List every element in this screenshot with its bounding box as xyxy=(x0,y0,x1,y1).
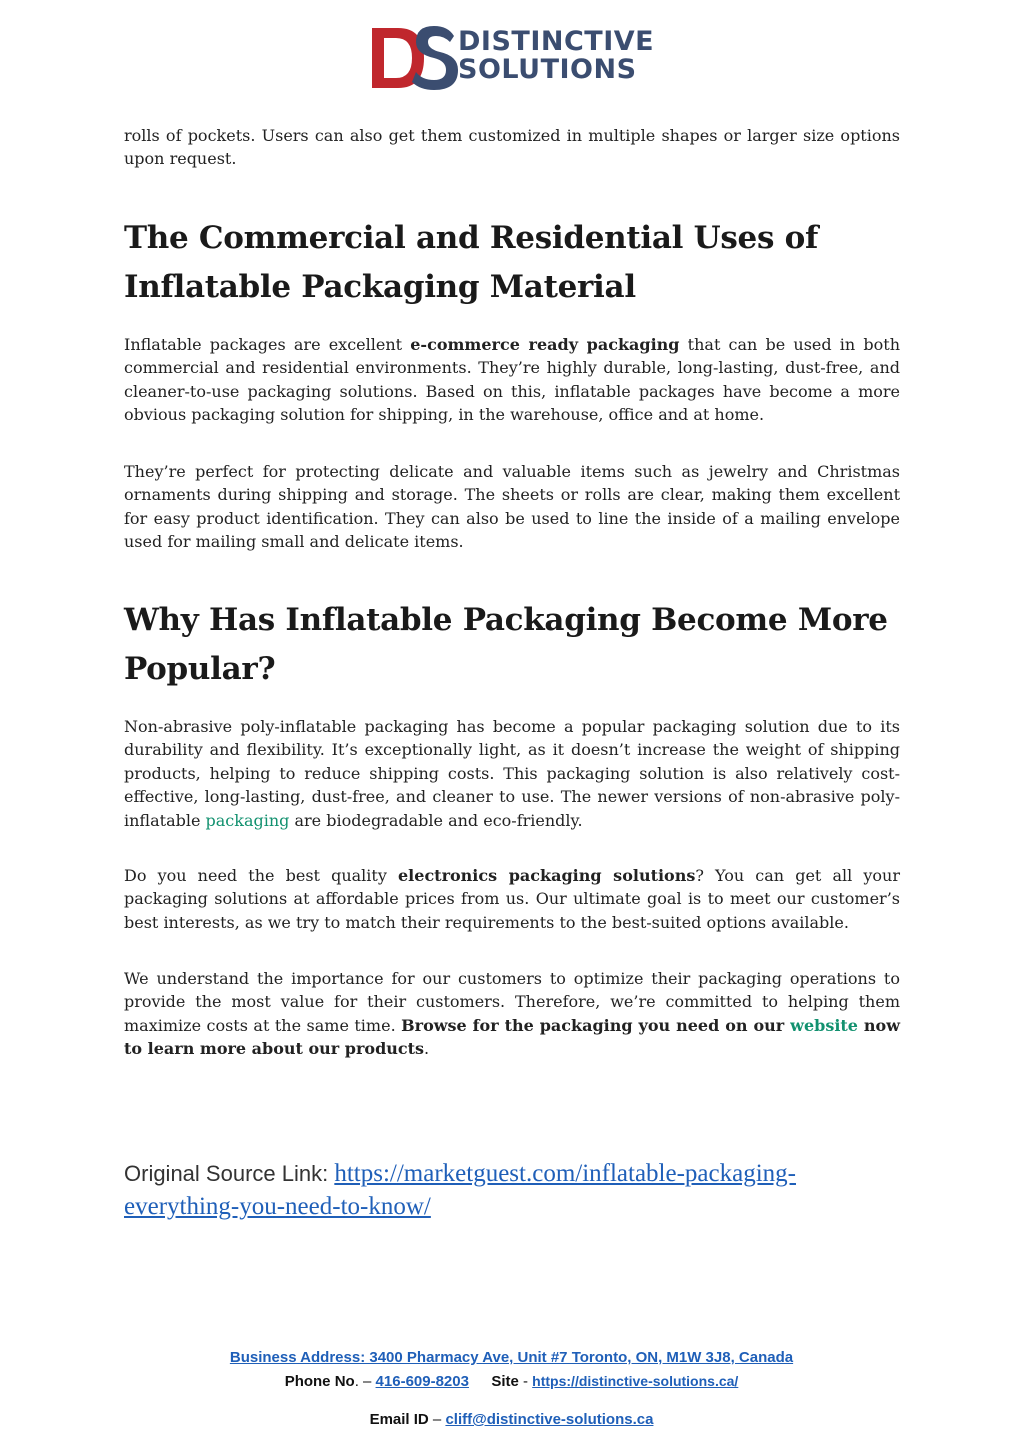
section1-paragraph-1 xyxy=(124,333,900,427)
site-separator: - xyxy=(518,1373,533,1390)
source-link-block xyxy=(124,1157,904,1223)
text-run: Do you need the best quality xyxy=(124,866,398,885)
section1-heading: The Commercial and Residential Uses of Inflatable Packaging Material xyxy=(124,220,819,305)
business-address-link[interactable]: Business Address: 3400 Pharmacy Ave, Unit #7 Toronto, ON, M1W 3J8, Canada xyxy=(229,1349,794,1366)
site-label: Site xyxy=(491,1373,519,1390)
footer-email-line xyxy=(0,1411,1023,1428)
site-link[interactable]: https://distinctive-solutions.ca/ xyxy=(532,1373,739,1389)
logo-word-solutions: SOLUTIONS xyxy=(458,54,637,85)
section2-heading: Why Has Inflatable Packaging Become More Popular? xyxy=(124,602,888,687)
email-separator: – xyxy=(428,1411,446,1428)
electronics-packaging-emphasis: electronics packaging solutions xyxy=(398,866,696,885)
source-label: Original Source Link: xyxy=(124,1161,335,1186)
text-run: . xyxy=(424,1039,430,1059)
email-link[interactable]: cliff@distinctive-solutions.ca xyxy=(445,1411,654,1428)
intro-paragraph: rolls of pockets. Users can also get them customized in multiple shapes or larger size options upon request. xyxy=(124,126,900,169)
section2-paragraph-3-block xyxy=(124,967,900,1061)
text-run: We understand the importance for our customers to optimize their packaging operations to provide the most value for their customers. Therefore, we’re committed to helping them maximize costs at the same time. xyxy=(124,969,900,1035)
packaging-link[interactable]: packaging xyxy=(205,810,290,830)
footer-contact-line xyxy=(0,1373,1023,1390)
company-logo xyxy=(368,22,668,92)
phone-link[interactable]: 416-609-8203 xyxy=(375,1373,469,1390)
source-url-link[interactable]: https://marketguest.com/inflatable-packaging-everything-you-need-to-know/ xyxy=(124,1160,796,1220)
phone-separator: . – xyxy=(354,1373,376,1390)
section2-paragraph-1-block xyxy=(124,715,900,832)
section2-paragraph-2-block xyxy=(124,864,900,934)
ds-monogram-logo xyxy=(368,22,458,92)
browse-cta-text: Browse for the packaging you need on our xyxy=(401,1015,791,1035)
intro-block xyxy=(124,124,900,171)
text-run: that can be used in both commercial and residential environments. They’re highly durable, long-lasting, dust-free, and cleaner-to-use packaging solutions. Based on this, inflatable packages have become a more obvious packaging solution for shipping, in the warehouse, office and at home. xyxy=(124,335,901,425)
text-run: Non-abrasive poly-inflatable packaging has become a popular packaging solution due to its durability and flexibility. It’s exceptionally light, as it doesn’t increase the weight of shipping products, helping to reduce shipping costs. This packaging solution is also relatively cost-effective, long-lasting, dust-free, and cleaner to use. The newer versions of non-abrasive poly-inflatable xyxy=(124,717,900,830)
ecommerce-packaging-emphasis: e-commerce ready packaging xyxy=(410,335,680,354)
footer-address-line xyxy=(0,1349,1023,1366)
phone-label: Phone No xyxy=(284,1373,355,1390)
section1-paragraph-2: They’re perfect for protecting delicate and valuable items such as jewelry and Christmas ornaments during shipping and storage. The sheets or rolls are clear, making them excellent for easy product identification. They can also be used to line the inside of a mailing envelope used for mailing small and delicate items. xyxy=(124,462,900,552)
section1-paragraph-2-block xyxy=(124,460,900,554)
section2-paragraph-2 xyxy=(124,864,900,934)
section-why-popular xyxy=(124,596,900,694)
browse-cta-text-end: now to learn more about our products xyxy=(124,1015,900,1059)
text-run: ? You can get all your packaging solutions at affordable prices from us. Our ultimate goal is to meet our customer’s best interests, as we try to match their requirements to the best-suited options available. xyxy=(124,866,901,932)
email-label: Email ID xyxy=(369,1411,429,1428)
section2-paragraph-3 xyxy=(124,967,900,1061)
text-run: Inflatable packages are excellent xyxy=(124,335,411,354)
text-run: are biodegradable and eco-friendly. xyxy=(289,810,583,830)
section2-paragraph-1 xyxy=(124,715,900,832)
website-link[interactable]: website xyxy=(790,1015,858,1035)
section1-paragraph-1-block xyxy=(124,333,900,427)
section-commercial-residential xyxy=(124,214,900,312)
logo-word-distinctive: DISTINCTIVE xyxy=(458,26,655,57)
